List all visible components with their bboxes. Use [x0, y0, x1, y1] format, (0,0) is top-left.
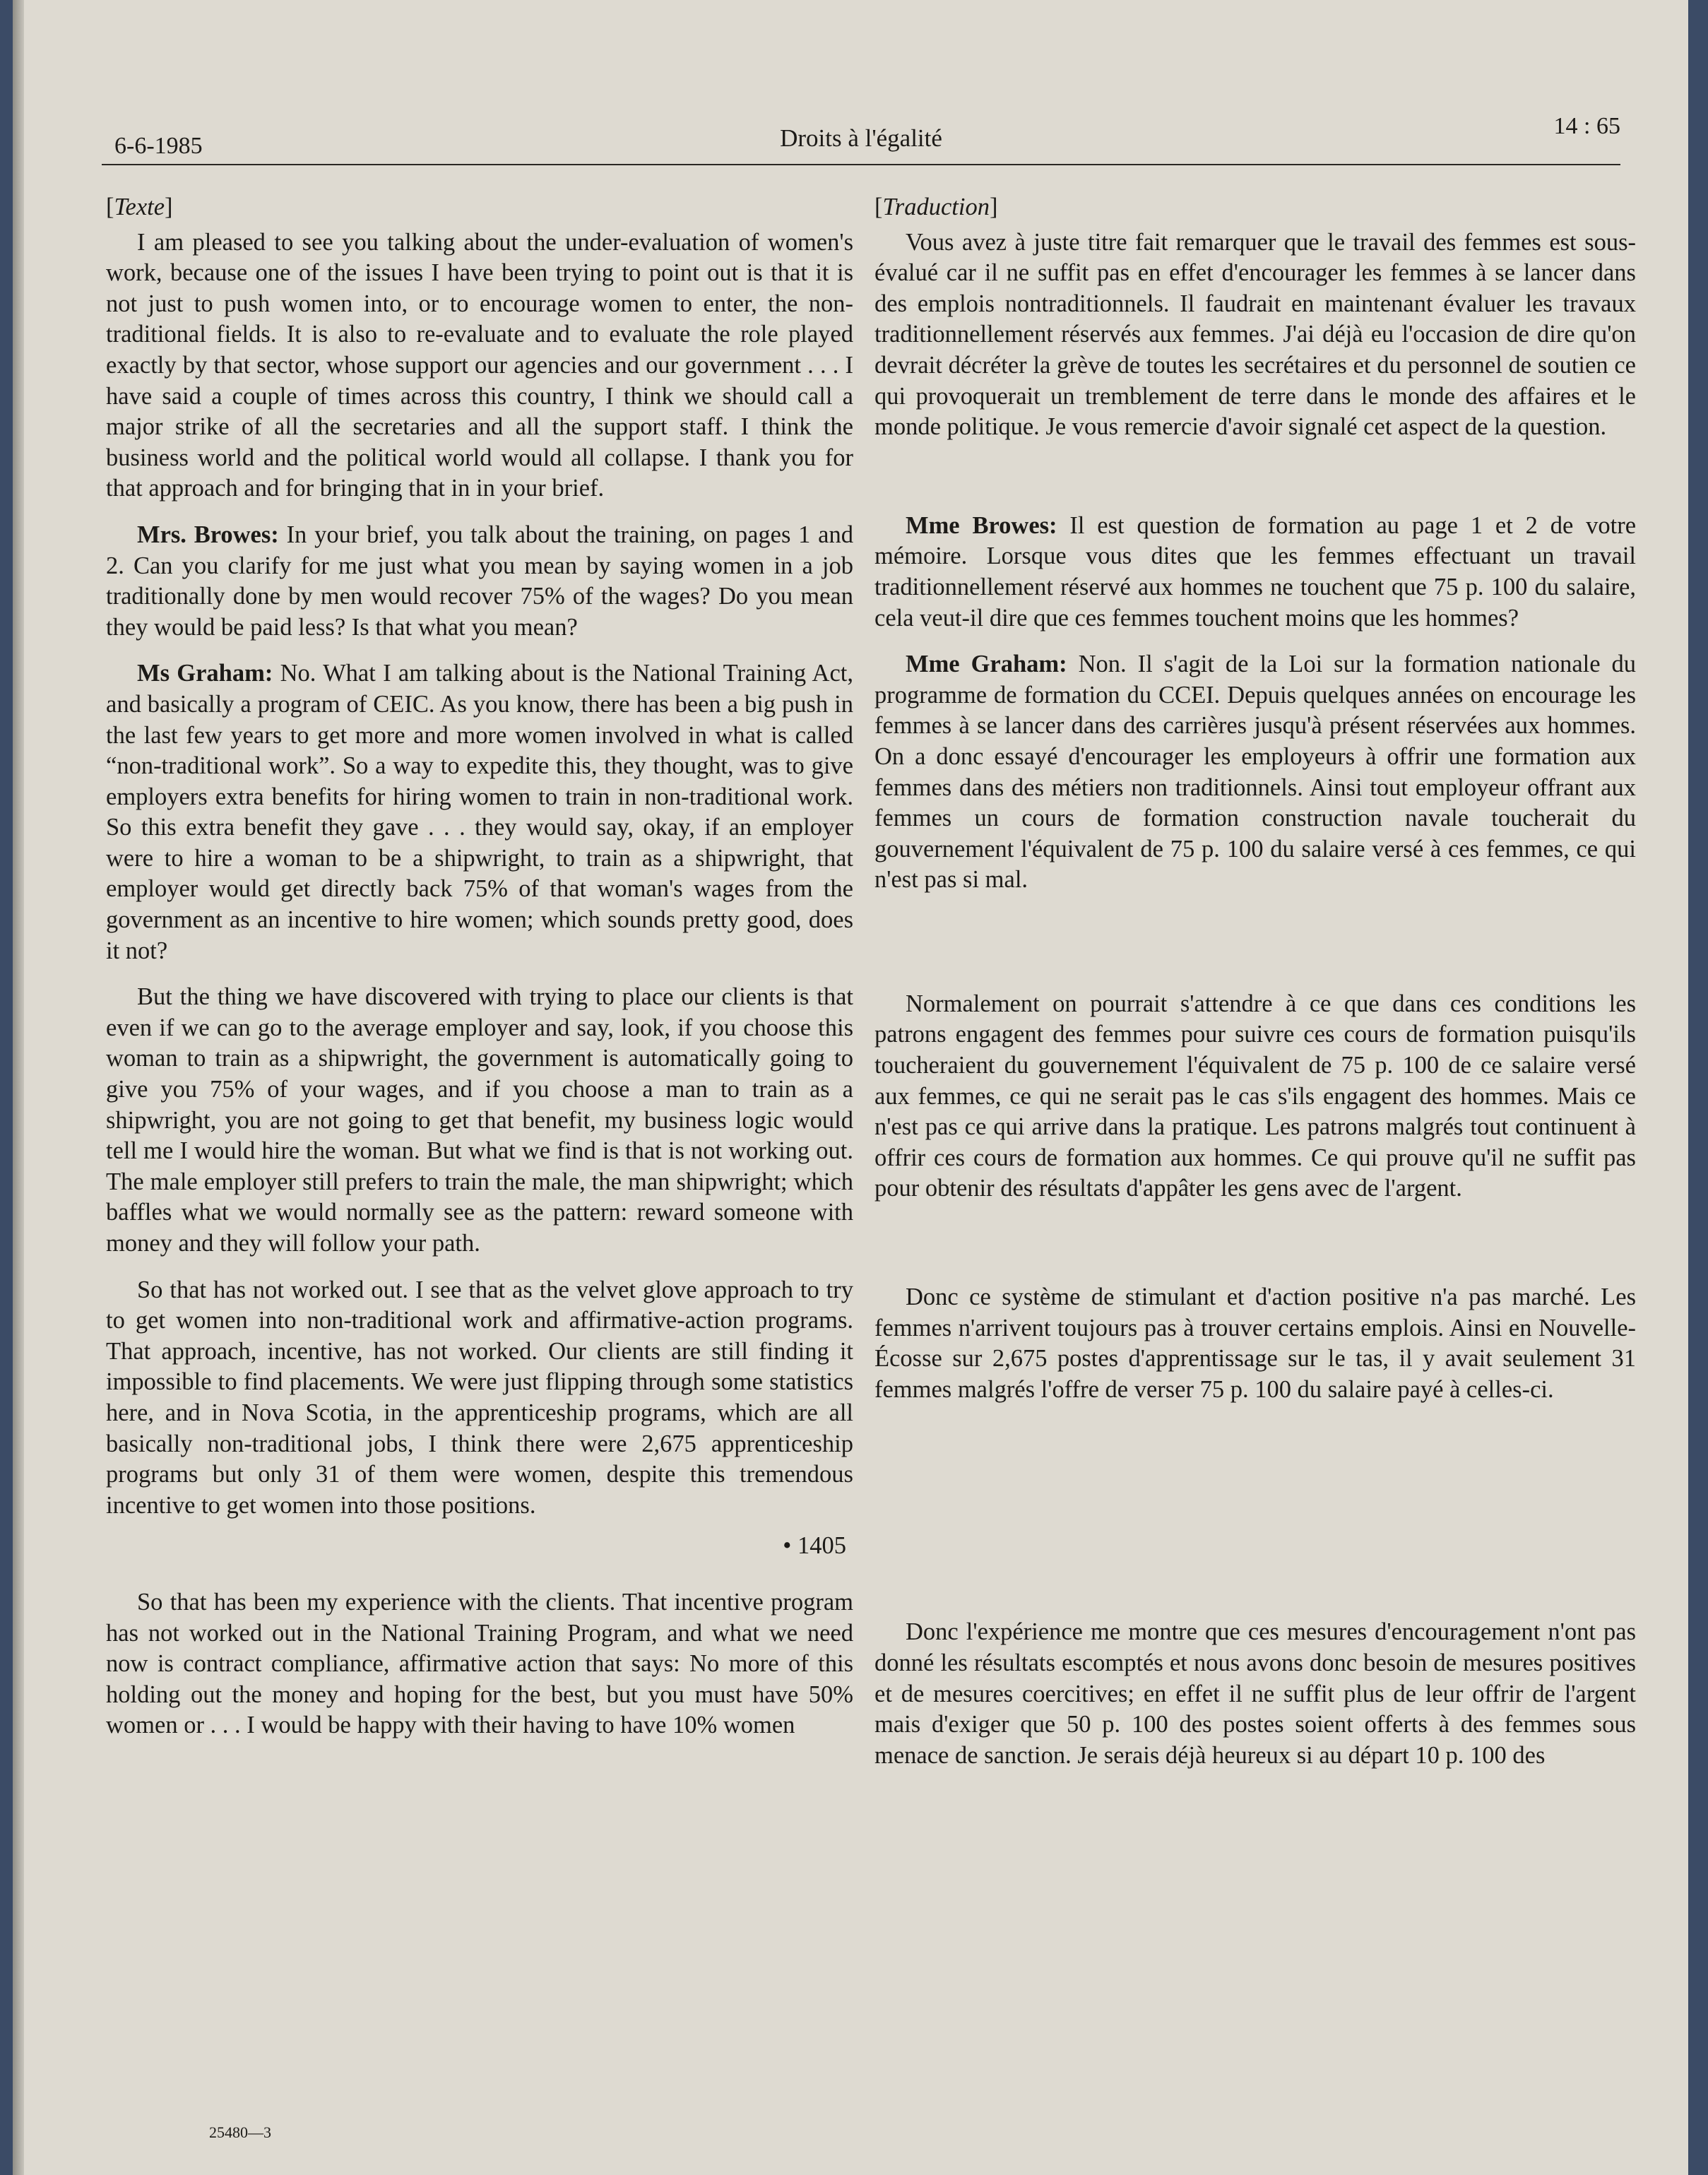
time-marker: • 1405	[783, 1532, 846, 1560]
speech-text: No. What I am talking about is the National Training Act, and basically a program of CEIC. As you know, there has been a big push in the last few years to get more and more women involved in what is called “non-traditional work”. So a way to expedite this, they thought, was to give employers extra benefits for hiring women to train in non-traditional work. So this extra benefit they gave . . . they would say, okay, if an employer were to hire a woman to be a shipwright, to train as a shipwright, that employer would get directly back 75% of that woman's wages from the government as an incentive to hire women; which sounds pretty good, does it not?	[106, 660, 853, 964]
french-paragraph-6: Donc l'expérience me montre que ces mesures d'encouragement n'ont pas donné les résultats escomptés et nous avons donc besoin de mesures positives et de mesures coercitives; en effet il ne suffit plus de leur offrir de l'argent mais d'exiger que 50 p. 100 des postes soient offerts à des femmes sous menace de sanction. Je serais déjà heureux si au départ 10 p. 100 des	[874, 1618, 1636, 1769]
footer-code: 25480—3	[209, 2123, 271, 2141]
french-paragraph-1: Vous avez à juste titre fait remarquer que le travail des femmes est sous-évalué car il ne suffit pas en effet d'encourager les femmes à se lancer dans des emplois nontraditionnels. Il faudrait en maintenant évaluer les travaux traditionnellement réservés aux femmes. J'ai déjà eu l'occasion de dire qu'on devrait décréter la grève de toutes les secrétaires et du personnel de soutien ce qui provoquerait un tremblement de terre dans le monde des affaires et le monde politique. Je vous remercie d'avoir signalé cet aspect de la question.	[874, 228, 1636, 441]
english-paragraph-1: I am pleased to see you talking about the under-evaluation of women's work, because one of the issues I have been trying to point out is that it is not just to push women into, or to encourage women to enter, the non-traditional fields. It is also to re-evaluate and to evaluate the role played exactly by that sector, whose support our agencies and our government . . . I have said a couple of times across this country, I think we should call a major strike of all the secretaries and all the support staff. I think the business world and the political world would all collapse. I thank you for that approach and for bringing that in in your brief.	[106, 228, 853, 502]
speech-text: Il est question de formation au page 1 et 2 de votre mémoire. Lorsque vous dites que les femmes effectuant un travail traditionnellement réservé aux hommes ne touchent que 75 p. 100 du salaire, cela veut-il dire que ces femmes touchent moins que les hommes?	[874, 511, 1637, 632]
document-page	[13, 0, 1688, 2175]
speaker-name: Mrs. Browes:	[137, 521, 279, 548]
english-column	[106, 192, 853, 1741]
english-graham-answer	[106, 658, 853, 966]
header-rule	[102, 164, 1620, 165]
english-paragraph-6: So that has been my experience with the clients. That incentive program has not worked out in the National Training Program, and what we need now is contract compliance, affirmative action that says: No more of this holding out the money and hoping for the best, but you must have 50% women or . . . I would be happy with their having to have 10% women	[106, 1588, 853, 1739]
page-header	[102, 112, 1620, 168]
speaker-name: Mme Browes:	[906, 511, 1057, 539]
french-paragraph-4: Normalement on pourrait s'attendre à ce que dans ces conditions les patrons engagent des femmes pour suivre ces cours de formation puisqu'ils toucheraient du gouvernement l'équivalent de 75 p. 100 de ce salaire versé aux femmes, ce qui ne serait pas le cas s'ils engagent des hommes. Mais ce n'est pas ce qui arrive dans la pratique. Les patrons malgrés tout continuent à offrir ces cours de formation aux hommes. Ce qui prouve qu'il ne suffit pas pour obtenir des résultats d'appâter les gens avec de l'argent.	[874, 990, 1636, 1202]
speaker-name: Ms Graham:	[137, 660, 273, 687]
french-column-label: [Traduction]	[874, 194, 998, 220]
french-graham-answer	[874, 649, 1636, 896]
header-date: 6-6-1985	[114, 133, 203, 159]
page-binding-edge	[13, 0, 24, 2175]
speaker-name: Mme Graham:	[906, 651, 1067, 678]
english-paragraph-5: So that has not worked out. I see that as the velvet glove approach to try to get women into non-traditional work and affirmative-action programs. That approach, incentive, has not worked. Our clients are still finding it impossible to find placements. We were just flipping through some statistics here, and in Nova Scotia, in the apprenticeship programs, which are all basically non-traditional jobs, I think there were 2,675 apprenticeship programs but only 31 of them were women, despite this tremendous incentive to get women into those positions.	[106, 1276, 853, 1519]
english-browes-question	[106, 520, 853, 643]
french-paragraph-5: Donc ce système de stimulant et d'action positive n'a pas marché. Les femmes n'arrivent toujours pas à trouver certains emplois. Ainsi en Nouvelle-Écosse sur 2,675 postes d'apprentissage sur le tas, il y avait seulement 31 femmes malgrés l'offre de verser 75 p. 100 du salaire payé à celles-ci.	[874, 1284, 1636, 1403]
speech-text: Non. Il s'agit de la Loi sur la formation nationale du programme de formation du CCEI. Depuis quelques années on encourage les femmes à se lancer dans des carrières jusqu'à présent réservées aux hommes. On a donc essayé d'encourager les employeurs à offrir une formation aux femmes dans des métiers non traditionnels. Ainsi tout employeur offrant aux femmes un cours de formation construction navale toucherait du gouvernement l'équivalent de 75 p. 100 du salaire versé à ces femmes, ce qui n'est pas si mal.	[874, 651, 1636, 894]
speech-text: In your brief, you talk about the training, on pages 1 and 2. Can you clarify for me just what you mean by saying women in a job traditionally done by men would recover 75% of the wages? Do you mean they would be paid less? Is that what you mean?	[106, 521, 853, 641]
header-page-number: 14 : 65	[1553, 113, 1620, 139]
english-column-label: [Texte]	[106, 194, 173, 220]
french-column	[874, 192, 1636, 1771]
header-title: Droits à l'égalité	[780, 124, 942, 152]
english-paragraph-4: But the thing we have discovered with trying to place our clients is that even if we can go to the average employer and say, look, if you choose this woman to train as a shipwright, the government is automatically going to give you 75% of your wages, and if you choose a man to train as a shipwright, you are not going to get that benefit, my business logic would tell me I would hire the woman. But what we find is that is not working out. The male employer still prefers to train the male, the man shipwright; which baffles what we would normally see as the pattern: reward someone with money and they will follow your path.	[106, 983, 853, 1257]
french-browes-question	[874, 511, 1636, 634]
